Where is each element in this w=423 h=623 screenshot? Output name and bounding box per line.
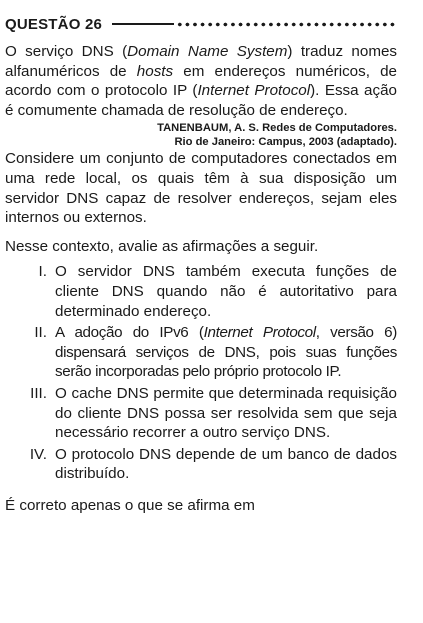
statement-number: III. — [30, 384, 47, 402]
statement-text: O cache DNS permite que determinada requisição do cliente DNS possa ser resolvida sem que seja necessário recorrer a outro serviço DNS. — [55, 384, 397, 442]
statements-list — [5, 262, 397, 484]
statement-item — [5, 323, 397, 382]
statement-number: IV. — [29, 445, 47, 463]
statement-text-part: , versão 6) dispensará serviços de DNS, pois suas funções serão incorporadas pelo próprio protocolo IP. — [55, 324, 397, 381]
intro-text-2: ) traduz nomes alfanuméricos de — [5, 43, 398, 80]
question-header — [5, 12, 397, 36]
closing-paragraph: É correto apenas o que se afirma em — [5, 496, 255, 514]
statement-term-ip: Internet Protocol — [203, 324, 316, 342]
intro-text-1: O serviço DNS ( — [5, 43, 128, 60]
question-page — [5, 12, 397, 515]
prompt-paragraph: Nesse contexto, avalie as afirmações a seguir. — [5, 237, 319, 255]
statement-text — [55, 323, 397, 382]
header-rule — [112, 21, 397, 27]
header-rule-solid — [112, 23, 174, 25]
intro-paragraph — [5, 42, 397, 120]
intro-term-hosts: hosts — [136, 62, 174, 80]
header-rule-dots — [176, 22, 397, 27]
citation-line-2: Rio de Janeiro: Campus, 2003 (adaptado). — [174, 135, 397, 148]
context-paragraph: Considere um conjunto de computadores conectados em uma rede local, os quais têm à sua disposição um servidor DNS capaz de resolver endereços, sejam eles internos ou externos. — [5, 150, 397, 227]
intro-term-dns: Domain Name System — [127, 43, 288, 60]
statement-text: O protocolo DNS depende de um banco de dados distribuído. — [55, 445, 397, 483]
statement-number: II. — [34, 324, 47, 342]
intro-term-ip: Internet Protocol — [197, 82, 311, 100]
statement-number: I. — [38, 263, 47, 281]
statement-text-part: A adoção do IPv6 ( — [55, 324, 204, 342]
statement-item — [5, 262, 397, 321]
question-title: QUESTÃO 26 — [5, 15, 103, 33]
statement-item — [5, 384, 397, 443]
citation — [5, 122, 397, 149]
intro-text-3: em endereços numéricos, de acordo com o protocolo IP ( — [5, 62, 397, 100]
citation-line-1: TANENBAUM, A. S. Redes de Computadores. — [157, 122, 397, 135]
intro-text-4: ). Essa ação é comumente chamada de resolução de endereço. — [5, 82, 397, 119]
statement-item — [5, 445, 397, 484]
statement-text: O servidor DNS também executa funções de cliente DNS quando não é autoritativo para determinado endereço. — [55, 263, 397, 320]
